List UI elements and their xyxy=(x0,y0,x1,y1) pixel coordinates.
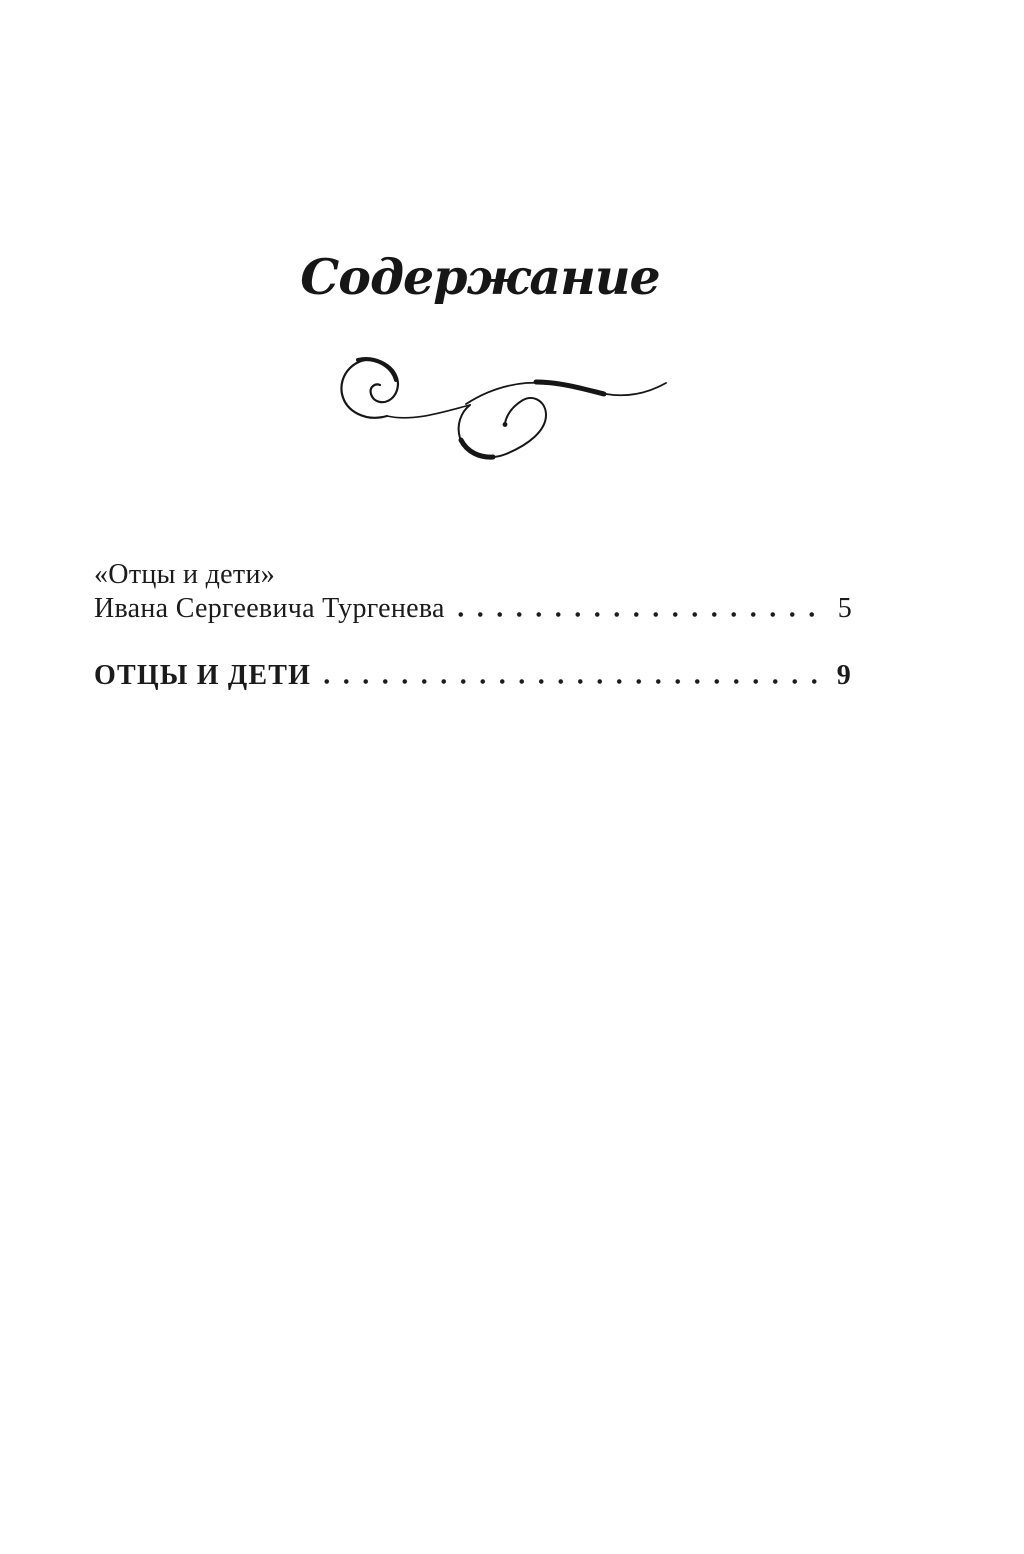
toc-page-number: 9 xyxy=(836,660,852,691)
toc-title: Содержание xyxy=(300,248,660,306)
flourish-divider xyxy=(338,352,674,464)
toc-entry xyxy=(94,659,852,693)
toc-list xyxy=(94,558,852,693)
calligraphic-swash-icon xyxy=(338,352,674,464)
toc-page-number: 5 xyxy=(837,593,852,624)
dot-leader xyxy=(451,612,818,617)
toc-entry-title-line: Ивана Сергеевича Тургенева xyxy=(94,593,445,624)
toc-entry-row xyxy=(94,592,852,626)
toc-entry xyxy=(94,558,852,626)
toc-entry-title-line: «Отцы и дети» xyxy=(94,559,276,590)
dot-leader xyxy=(317,679,818,684)
toc-entry-title-line: ОТЦЫ И ДЕТИ xyxy=(94,660,312,691)
toc-entry-row xyxy=(94,659,852,693)
